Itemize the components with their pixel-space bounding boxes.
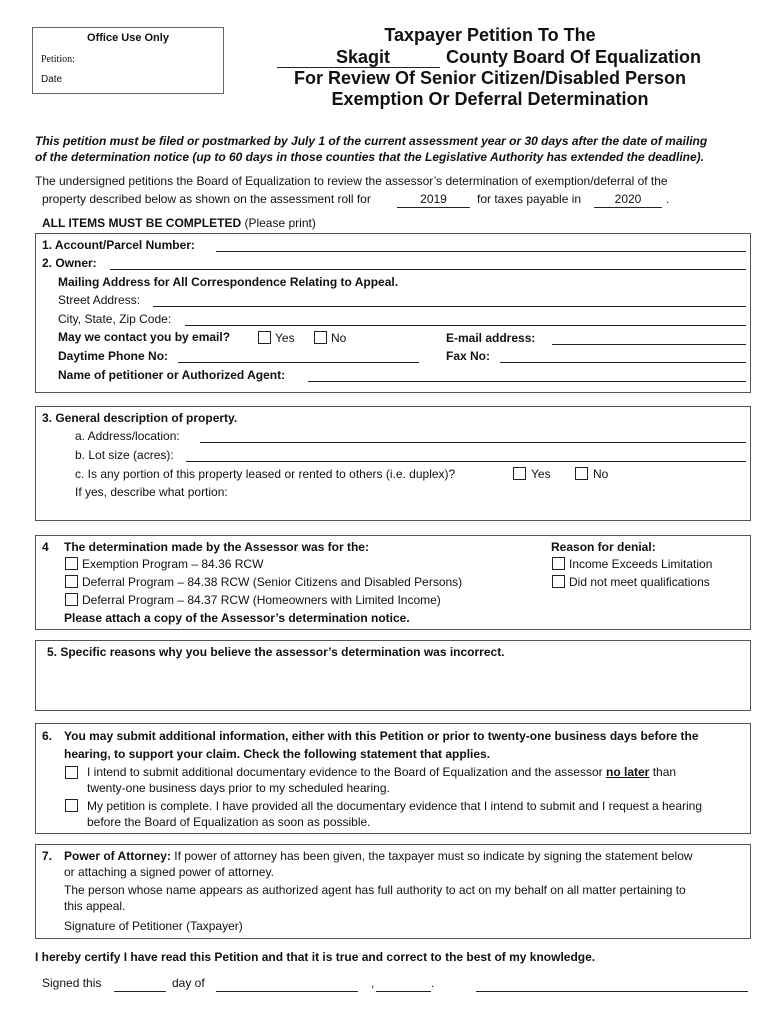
submit-later-text-b: than <box>652 765 677 779</box>
signed-comma: , <box>371 976 375 990</box>
day-of-label: day of <box>172 976 205 990</box>
deferral-senior-label: Deferral Program – 84.38 RCW (Senior Citizens and Disabled Persons) <box>82 575 463 589</box>
mailing-heading: Mailing Address for All Correspondence Relating to Appeal. <box>58 275 399 289</box>
submit-later-text-a: I intend to submit additional documentary evidence to the Board of Equalization and the assessor <box>87 765 603 779</box>
lot-size-label: b. Lot size (acres): <box>75 448 174 462</box>
reason-heading: Reason for denial: <box>551 540 656 554</box>
reasons-heading: 5. Specific reasons why you believe the assessor’s determination was incorrect. <box>47 645 505 659</box>
page-title-line1: Taxpayer Petition To The <box>384 25 596 45</box>
determination-heading: The determination made by the Assessor was for the: <box>64 540 369 554</box>
poa-line1 <box>64 849 693 863</box>
street-input[interactable] <box>153 306 746 307</box>
poa-line1-text: If power of attorney has been given, the taxpayer must so indicate by signing the statement below <box>174 849 693 863</box>
poa-line3: The person whose name appears as authorized agent has full authority to act on my behalf on all matter pertaining to <box>64 883 686 897</box>
email-no-label: No <box>331 331 347 345</box>
email-yes-label: Yes <box>275 331 295 345</box>
poa-signature-label: Signature of Petitioner (Taxpayer) <box>64 919 243 933</box>
additional-info-line2: hearing, to support your claim. Check the following statement that applies. <box>64 747 491 761</box>
phone-input[interactable] <box>178 362 419 363</box>
page-title-line4: Exemption Or Deferral Determination <box>331 89 649 109</box>
submit-later-line2: twenty-one business days prior to my scheduled hearing. <box>87 781 390 795</box>
additional-info-number: 6. <box>42 729 53 743</box>
account-label: 1. Account/Parcel Number: <box>42 238 195 252</box>
email-address-label: E-mail address: <box>446 331 536 345</box>
determination-number: 4 <box>42 540 49 554</box>
intro-line1: The undersigned petitions the Board of Equalization to review the assessor’s determination of exemption/deferral of the <box>35 174 668 188</box>
email-question: May we contact you by email? <box>58 330 231 344</box>
poa-line2: or attaching a signed power of attorney. <box>64 865 274 879</box>
deferral-senior-checkbox[interactable] <box>65 575 78 588</box>
signed-year-input[interactable] <box>376 991 431 992</box>
payable-year[interactable]: 2020 <box>614 192 642 206</box>
deferral-limited-income-label: Deferral Program – 84.37 RCW (Homeowners with Limited Income) <box>82 593 441 607</box>
petitioner-input[interactable] <box>308 381 746 382</box>
petition-complete-line2: before the Board of Equalization as soon as possible. <box>87 815 371 829</box>
phone-label: Daytime Phone No: <box>58 349 169 363</box>
intro-period: . <box>666 192 670 206</box>
address-location-input[interactable] <box>200 442 746 443</box>
reason-qualifications-checkbox[interactable] <box>552 575 565 588</box>
attach-notice: Please attach a copy of the Assessor’s determination notice. <box>64 611 410 625</box>
email-yes-checkbox[interactable] <box>258 331 271 344</box>
page-title-line2: County Board Of Equalization <box>446 47 701 67</box>
petition-label: Petition: <box>41 54 75 65</box>
city-input[interactable] <box>185 325 746 326</box>
certification-statement: I hereby certify I have read this Petition and that it is true and correct to the best of my knowledge. <box>35 950 596 964</box>
petition-complete-line1: My petition is complete. I have provided all the documentary evidence that I intend to submit and I request a hearing <box>87 799 703 813</box>
submit-later-no-later: no later <box>606 765 650 779</box>
signed-period: . <box>431 976 435 990</box>
email-address-input[interactable] <box>552 344 746 345</box>
leased-yes-label: Yes <box>531 467 551 481</box>
taxes-payable-label: for taxes payable in <box>477 192 582 206</box>
all-items-normal: (Please print) <box>244 216 316 230</box>
office-use-title: Office Use Only <box>87 32 169 44</box>
exemption-program-checkbox[interactable] <box>65 557 78 570</box>
street-label: Street Address: <box>58 293 141 307</box>
leased-question: c. Is any portion of this property leased or rented to others (i.e. duplex)? <box>75 467 456 481</box>
poa-number: 7. <box>42 849 53 863</box>
poa-title: Power of Attorney: <box>64 849 171 863</box>
date-label: Date <box>41 74 63 85</box>
exemption-program-label: Exemption Program – 84.36 RCW <box>82 557 264 571</box>
poa-line4: this appeal. <box>64 899 126 913</box>
petitioner-signature-input[interactable] <box>476 991 748 992</box>
lot-size-input[interactable] <box>186 461 746 462</box>
petitioner-label: Name of petitioner or Authorized Agent: <box>58 368 286 382</box>
petition-complete-checkbox[interactable] <box>65 799 78 812</box>
intro-line2: property described below as shown on the assessment roll for <box>42 192 371 206</box>
reason-income-checkbox[interactable] <box>552 557 565 570</box>
deadline-notice-line1: This petition must be filed or postmarked by July 1 of the current assessment year or 30 days after the date of mailing <box>35 134 708 148</box>
reason-qualifications-label: Did not meet qualifications <box>569 575 710 589</box>
county-name[interactable]: Skagit <box>336 47 391 67</box>
leased-yes-checkbox[interactable] <box>513 467 526 480</box>
fax-input[interactable] <box>500 362 746 363</box>
year2-line <box>594 207 662 208</box>
leased-no-checkbox[interactable] <box>575 467 588 480</box>
leased-portion-label: If yes, describe what portion: <box>75 485 228 499</box>
additional-info-line1: You may submit additional information, either with this Petition or prior to twenty-one business days before the <box>64 729 699 743</box>
signed-this-label: Signed this <box>42 976 102 990</box>
city-label: City, State, Zip Code: <box>58 312 172 326</box>
submit-later-line1 <box>87 765 676 779</box>
fax-label: Fax No: <box>446 349 491 363</box>
email-no-checkbox[interactable] <box>314 331 327 344</box>
signed-day-input[interactable] <box>114 991 166 992</box>
assessment-year[interactable]: 2019 <box>420 192 447 206</box>
signed-month-input[interactable] <box>216 991 358 992</box>
deferral-limited-income-checkbox[interactable] <box>65 593 78 606</box>
all-items-bold: ALL ITEMS MUST BE COMPLETED <box>42 216 242 230</box>
reason-income-label: Income Exceeds Limitation <box>569 557 713 571</box>
year1-line <box>397 207 470 208</box>
office-use-box <box>32 27 224 94</box>
owner-input[interactable] <box>110 269 746 270</box>
submit-later-checkbox[interactable] <box>65 766 78 779</box>
property-heading: 3. General description of property. <box>42 411 238 425</box>
all-items-note <box>42 216 316 230</box>
page-title-line3: For Review Of Senior Citizen/Disabled Person <box>293 68 687 88</box>
owner-label: 2. Owner: <box>42 256 97 270</box>
address-location-label: a. Address/location: <box>75 429 180 443</box>
account-input[interactable] <box>216 251 746 252</box>
deadline-notice-line2: of the determination notice (up to 60 days in those counties that the Legislative Authority has extended the deadline). <box>35 150 704 164</box>
leased-no-label: No <box>593 467 609 481</box>
